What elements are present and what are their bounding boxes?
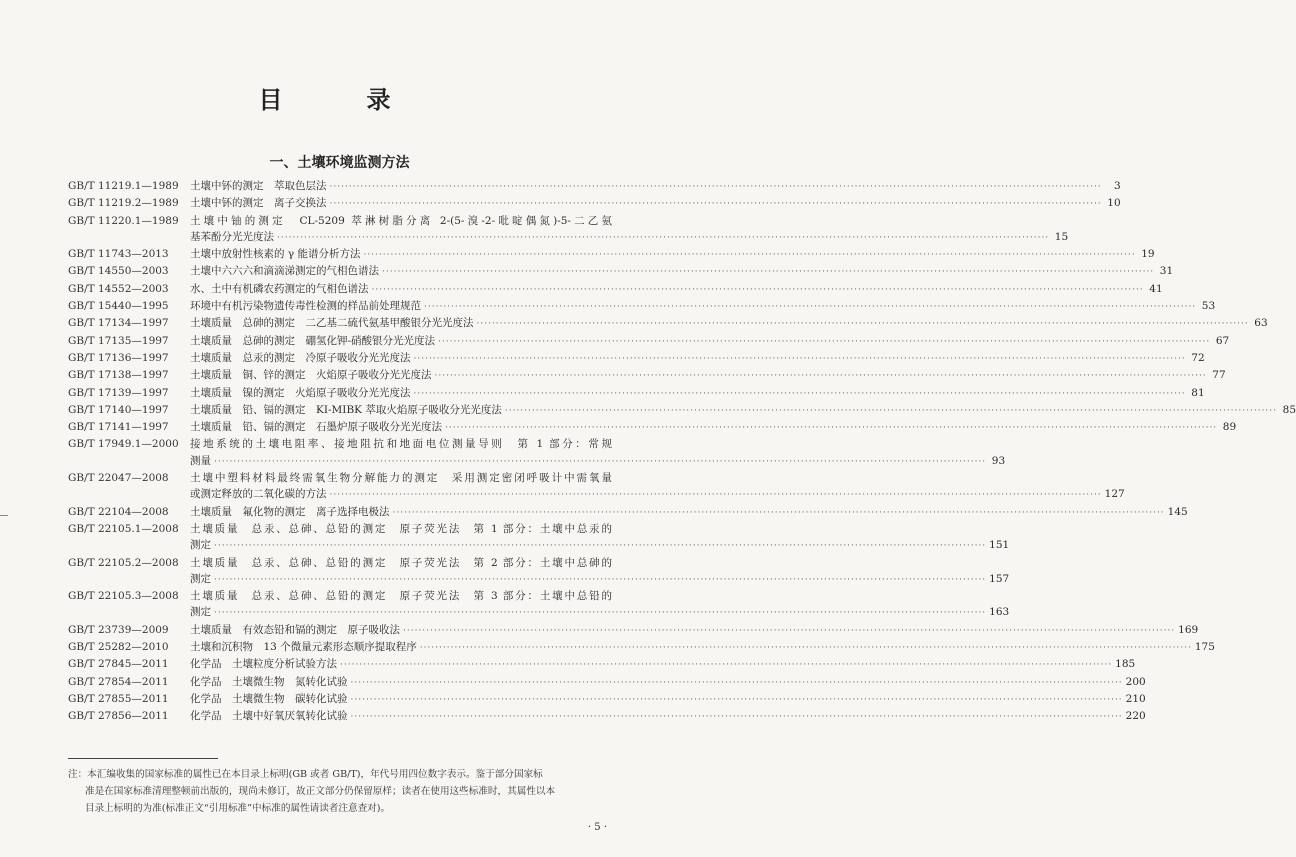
- footnote-line: 注：本汇编收集的国家标准的属性已在本目录上标明(GB 或者 GB/T)，年代号用四位数字表示。鉴于部分国家标: [68, 769, 543, 780]
- page-ref: 81: [1191, 386, 1205, 399]
- entry-title: 基苯酚分光光度法: [190, 230, 274, 243]
- page-ref: 157: [989, 572, 1010, 585]
- toc-list: [68, 178, 1296, 726]
- leader-dots: ········································································································································································································: [424, 302, 1197, 313]
- entry-title: 水、土中有机磷农药测定的气相色谱法: [190, 282, 369, 295]
- entry-line: [190, 195, 1121, 212]
- page-ref: 3: [1113, 180, 1121, 192]
- leader-dots: ········································································································································································································: [329, 490, 1102, 501]
- page-number: · 5 ·: [587, 822, 607, 833]
- entry-title: 测定: [190, 572, 211, 585]
- entry-line: [190, 333, 1230, 350]
- entry-title: 土壤质量 氟化物的测定 离子选择电极法: [190, 505, 390, 518]
- leader-dots: ········································································································································································································: [350, 712, 1123, 723]
- leader-dots: ········································································································································································································: [413, 353, 1186, 364]
- entry-title: 土壤质量 镍的测定 火焰原子吸收分光光度法: [190, 386, 411, 399]
- standard-code: GB/T 17138—1997: [68, 369, 169, 382]
- entry-body: [190, 263, 1174, 280]
- toc-entry[interactable]: [68, 367, 1226, 384]
- entry-title: 土壤质量 总汞、总砷、总铅的测定 原子荧光法 第 2 部分：土壤中总砷的: [190, 556, 612, 569]
- entry-line: [190, 385, 1205, 402]
- entry-body: [190, 246, 1155, 263]
- entry-title: 土壤质量 总砷的测定 硼氢化钾-硝酸银分光光度法: [190, 334, 436, 347]
- standard-code: GB/T 15440—1995: [68, 300, 169, 313]
- toc-entry[interactable]: [68, 708, 1146, 725]
- entry-body: [190, 195, 1121, 212]
- standard-code: GB/T 11743—2013: [68, 248, 169, 261]
- entry-body: [190, 385, 1205, 402]
- leader-dots: ········································································································································································································: [403, 625, 1176, 636]
- page-title: 目 录: [258, 85, 421, 114]
- entry-title: 测量: [190, 454, 211, 467]
- standard-code: GB/T 22047—2008: [68, 472, 169, 485]
- entry-body: [190, 436, 1006, 470]
- toc-entry[interactable]: [68, 385, 1205, 402]
- entry-title: 土壤质量 铜、锌的测定 火焰原子吸收分光光度法: [190, 369, 432, 382]
- entry-body: [190, 708, 1146, 725]
- entry-title: 化学品 土壤微生物 氮转化试验: [190, 675, 348, 688]
- entry-line: [190, 350, 1205, 367]
- entry-title: 土壤中钚的测定 萃取色层法: [190, 180, 327, 192]
- leader-dots: ········································································································································································································: [434, 371, 1207, 382]
- entry-title: 化学品 土壤中好氧厌氧转化试验: [190, 710, 348, 723]
- leader-dots: ········································································································································································································: [382, 267, 1155, 278]
- entry-line: [190, 639, 1215, 656]
- entry-title: 环境中有机污染物遗传毒性检测的样品前处理规范: [190, 300, 421, 313]
- leader-dots: ········································································································································································································: [392, 507, 1165, 518]
- entry-title: 或测定释放的二氧化碳的方法: [190, 488, 327, 501]
- entry-body: [190, 504, 1188, 521]
- leader-dots: ········································································································································································································: [419, 643, 1192, 654]
- entry-line: [190, 453, 1006, 470]
- entry-line: [190, 419, 1237, 436]
- entry-body: [190, 521, 1010, 555]
- entry-line: [190, 674, 1146, 691]
- leader-dots: ········································································································································································································: [329, 182, 1102, 192]
- entry-body: [190, 691, 1146, 708]
- leader-dots: ········································································································································································································: [214, 608, 987, 619]
- footnote-divider: [68, 758, 218, 759]
- entry-title: 土壤中塑料材料最终需氧生物分解能力的测定 采用测定密闭呼吸计中需氧量: [190, 472, 612, 485]
- leader-dots: ········································································································································································································: [214, 541, 987, 552]
- entry-title: 接地系统的土壤电阻率、接地阻抗和地面电位测量导则 第 1 部分：常规: [190, 438, 612, 451]
- standard-code: GB/T 27856—2011: [68, 710, 169, 723]
- standard-code: GB/T 17949.1—2000: [68, 438, 179, 451]
- toc-entry[interactable]: [68, 178, 1121, 195]
- toc-entry[interactable]: [68, 195, 1121, 212]
- entry-title: 土壤质量 铅、镉的测定 石墨炉原子吸收分光光度法: [190, 421, 442, 434]
- page-ref: 220: [1125, 710, 1146, 723]
- page-ref: 89: [1222, 421, 1237, 434]
- entry-title: 土壤质量 铅、镉的测定 KI-MIBK 萃取火焰原子吸收分光光度法: [190, 403, 502, 416]
- entry-line: [190, 246, 1155, 263]
- leader-dots: ········································································································································································································: [438, 336, 1211, 347]
- entry-line: [190, 691, 1146, 708]
- toc-entry[interactable]: [68, 315, 1268, 332]
- toc-entry[interactable]: [68, 263, 1174, 280]
- section-heading: 一、土壤环境监测方法: [269, 155, 410, 171]
- leader-dots: ········································································································································································································: [445, 423, 1218, 434]
- entry-title: 土壤中钚的测定 离子交换法: [190, 197, 327, 210]
- standard-code: GB/T 11219.2—1989: [68, 197, 179, 210]
- page-ref: 169: [1178, 623, 1199, 636]
- page-ref: 127: [1104, 488, 1125, 501]
- page-ref: 10: [1107, 197, 1121, 210]
- entry-body: [190, 178, 1121, 195]
- entry-line: [190, 486, 1125, 503]
- toc-entry[interactable]: [68, 622, 1199, 639]
- entry-line: [190, 367, 1226, 384]
- entry-title: 土壤质量 有效态铅和镉的测定 原子吸收法: [190, 623, 400, 636]
- footnote: [68, 766, 614, 817]
- toc-entry[interactable]: [68, 521, 1010, 555]
- toc-entry[interactable]: [68, 402, 1296, 419]
- page-ref: 72: [1191, 351, 1205, 364]
- entry-body: [190, 639, 1215, 656]
- leader-dots: ········································································································································································································: [277, 232, 1050, 243]
- entry-title: 测定: [190, 539, 211, 552]
- entry-title: 土壤中铀的测定 CL-5209 萃淋树脂分离 2-(5-溴-2-吡啶偶氮)-5-二乙氨: [190, 214, 612, 227]
- toc-entry[interactable]: [68, 656, 1136, 673]
- page-ref: 53: [1201, 300, 1216, 313]
- entry-body: [190, 622, 1199, 639]
- page-ref: 175: [1194, 641, 1215, 654]
- toc-entry[interactable]: [68, 691, 1146, 708]
- page-ref: 163: [989, 606, 1010, 619]
- standard-code: GB/T 25282—2010: [68, 641, 169, 654]
- entry-line: [190, 298, 1216, 315]
- entry-title: 土壤质量 总砷的测定 二乙基二硫代氨基甲酸银分光光度法: [190, 317, 474, 330]
- entry-body: [190, 367, 1226, 384]
- standard-code: GB/T 22104—2008: [68, 505, 169, 518]
- standard-code: GB/T 17141—1997: [68, 421, 169, 434]
- entry-line: [190, 622, 1199, 639]
- leader-dots: ········································································································································································································: [350, 677, 1123, 688]
- page-ref: 41: [1149, 282, 1163, 295]
- leader-dots: ········································································································································································································: [214, 574, 987, 585]
- footnote-line: 准是在国家标准清理整顿前出版的，现尚未修订，故正文部分仍保留原样；读者在使用这些标准时，其属性以本: [85, 786, 556, 797]
- standard-code: GB/T 17135—1997: [68, 334, 169, 347]
- entry-title: 土壤质量 总汞、总砷、总铅的测定 原子荧光法 第 3 部分：土壤中总铅的: [190, 590, 612, 603]
- entry-line: [190, 263, 1174, 280]
- standard-code: GB/T 22105.1—2008: [68, 522, 179, 535]
- standard-code: GB/T 27855—2011: [68, 692, 169, 705]
- page-ref: 145: [1167, 505, 1188, 518]
- standard-code: GB/T 17136—1997: [68, 351, 169, 364]
- leader-dots: ········································································································································································································: [504, 405, 1278, 416]
- standard-code: GB/T 17139—1997: [68, 386, 169, 399]
- standard-code: GB/T 11219.1—1989: [68, 180, 179, 192]
- entry-line: [190, 656, 1136, 673]
- page-ref: 63: [1254, 317, 1268, 330]
- entry-body: [190, 419, 1237, 436]
- standard-code: GB/T 27845—2011: [68, 658, 169, 671]
- standard-code: GB/T 17140—1997: [68, 403, 169, 416]
- entry-line: [190, 402, 1296, 419]
- entry-line: [190, 229, 1069, 246]
- footnote-line: 目录上标明的为准(标准正文“引用标准”中标准的属性请读者注意查对)。: [85, 803, 391, 814]
- standard-code: GB/T 14552—2003: [68, 282, 169, 295]
- standard-code: GB/T 14550—2003: [68, 265, 169, 278]
- page-ref: 77: [1212, 369, 1226, 382]
- entry-body: [190, 555, 1010, 589]
- standard-code: GB/T 22105.2—2008: [68, 556, 179, 569]
- entry-body: [190, 350, 1205, 367]
- leader-dots: ········································································································································································································: [329, 199, 1102, 210]
- margin-mark: [0, 515, 8, 516]
- entry-body: [190, 588, 1010, 622]
- entry-body: [190, 656, 1136, 673]
- page-ref: 19: [1141, 248, 1155, 261]
- page-ref: 210: [1125, 692, 1146, 705]
- toc-entry[interactable]: [68, 298, 1216, 315]
- toc-entry[interactable]: [68, 281, 1163, 298]
- toc-entry[interactable]: [68, 588, 1010, 622]
- entry-line: [190, 281, 1163, 298]
- entry-line: [190, 708, 1146, 725]
- standard-code: GB/T 11220.1—1989: [68, 214, 179, 227]
- toc-entry[interactable]: [68, 213, 1069, 247]
- page-ref: 67: [1215, 334, 1230, 347]
- entry-body: [190, 402, 1296, 419]
- entry-title: 土壤中六六六和滴滴涕测定的气相色谱法: [190, 265, 379, 278]
- entry-line: [190, 504, 1188, 521]
- entry-body: [190, 315, 1268, 332]
- page-ref: 93: [991, 454, 1006, 467]
- entry-title: 化学品 土壤微生物 碳转化试验: [190, 692, 348, 705]
- page-ref: 15: [1054, 230, 1069, 243]
- entry-body: [190, 674, 1146, 691]
- entry-body: [190, 333, 1230, 350]
- leader-dots: ········································································································································································································: [363, 250, 1136, 261]
- leader-dots: ········································································································································································································: [350, 694, 1123, 705]
- entry-line: [190, 604, 1010, 621]
- leader-dots: ········································································································································································································: [413, 388, 1186, 399]
- entry-body: [190, 470, 1125, 504]
- entry-body: [190, 213, 1069, 247]
- toc-entry[interactable]: [68, 639, 1215, 656]
- entry-title: 土壤中放射性核素的 γ 能谱分析方法: [190, 248, 361, 261]
- toc-entry[interactable]: [68, 333, 1230, 350]
- leader-dots: ········································································································································································································: [371, 284, 1144, 295]
- entry-line: [190, 571, 1010, 588]
- leader-dots: ········································································································································································································: [476, 319, 1249, 330]
- toc-entry[interactable]: [68, 419, 1237, 436]
- standard-code: GB/T 27854—2011: [68, 675, 169, 688]
- entry-line: [190, 315, 1268, 332]
- toc-entry[interactable]: [68, 436, 1006, 470]
- toc-entry[interactable]: [68, 350, 1205, 367]
- leader-dots: ········································································································································································································: [214, 456, 987, 467]
- entry-title: 测定: [190, 606, 211, 619]
- page-ref: 31: [1159, 265, 1174, 278]
- toc-entry[interactable]: [68, 674, 1146, 691]
- toc-entry[interactable]: [68, 470, 1125, 504]
- entry-line: [190, 537, 1010, 554]
- leader-dots: ········································································································································································································: [340, 660, 1113, 671]
- toc-entry[interactable]: [68, 555, 1010, 589]
- entry-title: 土壤和沉积物 13 个微量元素形态顺序提取程序: [190, 641, 417, 654]
- page-ref: 151: [989, 539, 1010, 552]
- entry-title: 土壤质量 总汞的测定 冷原子吸收分光光度法: [190, 351, 411, 364]
- entry-title: 化学品 土壤粒度分析试验方法: [190, 658, 337, 671]
- standard-code: GB/T 23739—2009: [68, 623, 169, 636]
- entry-line: [190, 178, 1121, 195]
- page-ref: 185: [1115, 658, 1136, 671]
- entry-title: 土壤质量 总汞、总砷、总铅的测定 原子荧光法 第 1 部分：土壤中总汞的: [190, 522, 612, 535]
- entry-body: [190, 298, 1216, 315]
- standard-code: GB/T 22105.3—2008: [68, 590, 179, 603]
- page-ref: 200: [1125, 675, 1146, 688]
- page-ref: 85: [1282, 403, 1296, 416]
- entry-body: [190, 281, 1163, 298]
- toc-entry[interactable]: [68, 504, 1188, 521]
- toc-entry[interactable]: [68, 246, 1155, 263]
- standard-code: GB/T 17134—1997: [68, 317, 169, 330]
